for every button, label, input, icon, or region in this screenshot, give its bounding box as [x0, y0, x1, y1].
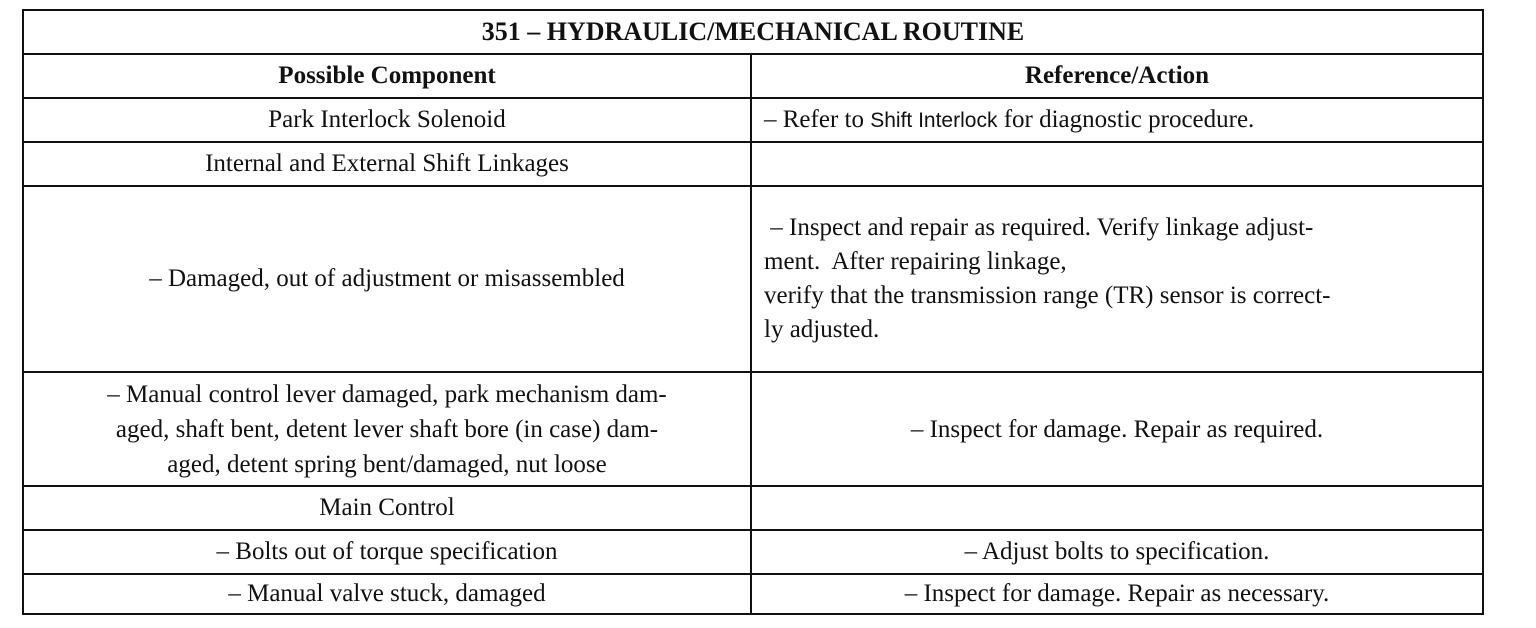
component-cell: Park Interlock Solenoid: [23, 98, 751, 142]
table-row: [23, 98, 1483, 142]
component-line: – Manual control lever damaged, park mechanism dam-: [107, 380, 667, 408]
table-row: [23, 530, 1483, 574]
action-cell: – Inspect for damage. Repair as required.: [751, 372, 1483, 486]
table-title: 351 – HYDRAULIC/MECHANICAL ROUTINE: [23, 10, 1483, 54]
action-line: ment. After repairing linkage,: [764, 248, 1067, 275]
action-cell: – Adjust bolts to specification.: [751, 530, 1483, 574]
table-row: [23, 372, 1483, 486]
table-row: [23, 574, 1483, 614]
component-cell: Internal and External Shift Linkages: [23, 142, 751, 186]
action-text-prefix: – Refer to: [764, 105, 871, 133]
component-cell: – Damaged, out of adjustment or misassembled: [23, 186, 751, 372]
table-row: [23, 486, 1483, 530]
component-cell: – Bolts out of torque specification: [23, 530, 751, 574]
action-cell: [751, 486, 1483, 530]
component-line: aged, detent spring bent/damaged, nut loose: [167, 450, 607, 478]
action-cell: [751, 142, 1483, 186]
table-row: [23, 142, 1483, 186]
action-cell: [751, 186, 1483, 372]
table-row: [23, 186, 1483, 372]
column-header-action: Reference/Action: [751, 54, 1483, 98]
component-cell: [23, 372, 751, 486]
component-cell: – Manual valve stuck, damaged: [23, 574, 751, 614]
action-cell: [751, 98, 1483, 142]
action-line: verify that the transmission range (TR) sensor is correct-: [764, 282, 1331, 309]
action-cell: – Inspect for damage. Repair as necessary.: [751, 574, 1483, 614]
component-line: aged, shaft bent, detent lever shaft bore (in case) dam-: [115, 415, 659, 443]
hydraulic-mechanical-routine-table: [22, 9, 1484, 615]
action-text-suffix: for diagnostic procedure.: [997, 105, 1255, 133]
header-row: [23, 54, 1483, 98]
column-header-component: Possible Component: [23, 54, 751, 98]
component-cell: Main Control: [23, 486, 751, 530]
shift-interlock-reference[interactable]: Shift Interlock: [870, 108, 998, 132]
title-row: [23, 10, 1483, 54]
action-line: – Inspect and repair as required. Verify linkage adjust-: [764, 214, 1314, 241]
action-line: ly adjusted.: [764, 316, 880, 343]
